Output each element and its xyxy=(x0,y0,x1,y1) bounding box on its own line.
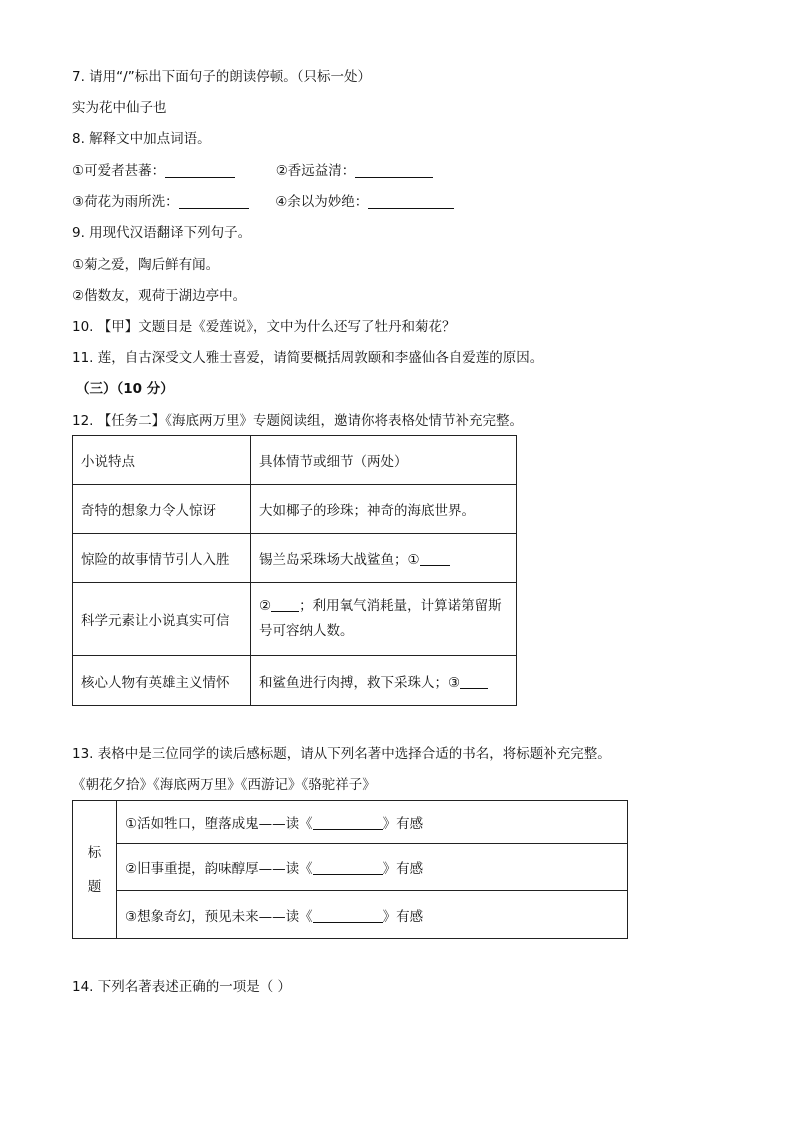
q13-blank-1[interactable] xyxy=(313,816,383,830)
question-9: 9. 用现代汉语翻译下列句子。 xyxy=(72,225,252,241)
q12-row-4-feature: 核心人物有英雄主义情怀 xyxy=(73,656,251,706)
q12-row-1-feature: 奇特的想象力令人惊讶 xyxy=(73,485,251,534)
q13-row-2-before: ②旧事重提，韵味醇厚——读《 xyxy=(125,861,313,877)
question-13-books: 《朝花夕拾》《海底两万里》《西游记》《骆驼祥子》 xyxy=(72,777,376,793)
q12-row-1-detail: 大如椰子的珍珠；神奇的海底世界。 xyxy=(251,485,517,534)
q13-row-2 xyxy=(117,844,628,891)
question-7: 7. 请用“/”标出下面句子的朗读停顿。（只标一处） xyxy=(72,69,371,85)
question-14: 14. 下列名著表述正确的一项是（ ） xyxy=(72,979,292,995)
q12-row-4-text: 和鲨鱼进行肉搏，救下采珠人；③ xyxy=(259,674,461,691)
q12-row-3-text: ；利用氧气消耗量，计算诺第留斯号可容纳人数。 xyxy=(259,598,502,639)
q8-item-4: ④余以为妙绝： xyxy=(275,194,369,210)
question-10: 10. 【甲】文题目是《爱莲说》，文中为什么还写了牡丹和菊花？ xyxy=(72,319,456,335)
question-13: 13. 表格中是三位同学的读后感标题，请从下列名著中选择合适的书名，将标题补充完整。 xyxy=(72,746,611,762)
question-9-item-1: ①菊之爱，陶后鲜有闻。 xyxy=(72,257,220,273)
q8-blank-4[interactable] xyxy=(368,194,454,209)
question-11: 11. 莲，自古深受文人雅士喜爱，请简要概括周敦颐和李盛仙各自爱莲的原因。 xyxy=(72,350,544,366)
q13-row-3-before: ③想象奇幻，预见未来——读《 xyxy=(125,908,313,925)
q13-header-char-2: 题 xyxy=(87,878,102,895)
question-8: 8. 解释文中加点词语。 xyxy=(72,131,211,147)
q8-item-3: ③荷花为雨所洗： xyxy=(72,194,179,210)
q8-blank-2[interactable] xyxy=(355,163,433,178)
q13-row-1 xyxy=(117,801,628,844)
q13-header-char-1: 标 xyxy=(87,844,102,861)
q12-row-3-prefix: ② xyxy=(259,598,272,614)
q12-blank-2[interactable] xyxy=(271,598,299,612)
q13-row-2-after: 》有感 xyxy=(382,861,424,877)
q13-table xyxy=(72,800,628,939)
q13-row-3 xyxy=(117,891,628,939)
q12-header-detail: 具体情节或细节（两处） xyxy=(251,436,517,485)
q13-row-1-after: 》有感 xyxy=(382,816,424,832)
question-9-item-2: ②偕数友，观荷于湖边亭中。 xyxy=(72,288,247,304)
q12-row-2-detail xyxy=(251,534,517,583)
question-8-row-2 xyxy=(72,193,454,211)
question-7-sentence: 实为花中仙子也 xyxy=(72,100,167,116)
q12-table xyxy=(72,435,517,706)
q8-item-1: ①可爱者甚蕃： xyxy=(72,163,166,179)
q12-row-2-feature: 惊险的故事情节引人入胜 xyxy=(73,534,251,583)
q12-blank-1[interactable] xyxy=(420,552,450,566)
question-8-row-1 xyxy=(72,162,433,180)
q12-row-4-detail xyxy=(251,656,517,706)
q13-blank-3[interactable] xyxy=(313,909,383,923)
q8-blank-3[interactable] xyxy=(179,194,249,209)
q13-row-1-before: ①活如牲口，堕落成鬼——读《 xyxy=(125,816,313,832)
q13-blank-2[interactable] xyxy=(313,861,383,875)
q12-header-feature: 小说特点 xyxy=(73,436,251,485)
q13-row-3-after: 》有感 xyxy=(382,908,424,925)
q12-row-3-feature: 科学元素让小说真实可信 xyxy=(73,583,251,656)
q12-row-2-text: 锡兰岛采珠场大战鲨鱼；① xyxy=(259,552,420,568)
q13-header-cell xyxy=(73,801,117,939)
q8-item-2: ②香远益清： xyxy=(275,163,356,179)
q12-row-3-detail xyxy=(251,583,517,656)
section-3-heading: （三）（10 分） xyxy=(76,381,174,397)
q8-blank-1[interactable] xyxy=(165,163,235,178)
question-12: 12. 【任务二】《海底两万里》专题阅读组，邀请你将表格处情节补充完整。 xyxy=(72,413,524,429)
q12-blank-3[interactable] xyxy=(460,675,488,689)
